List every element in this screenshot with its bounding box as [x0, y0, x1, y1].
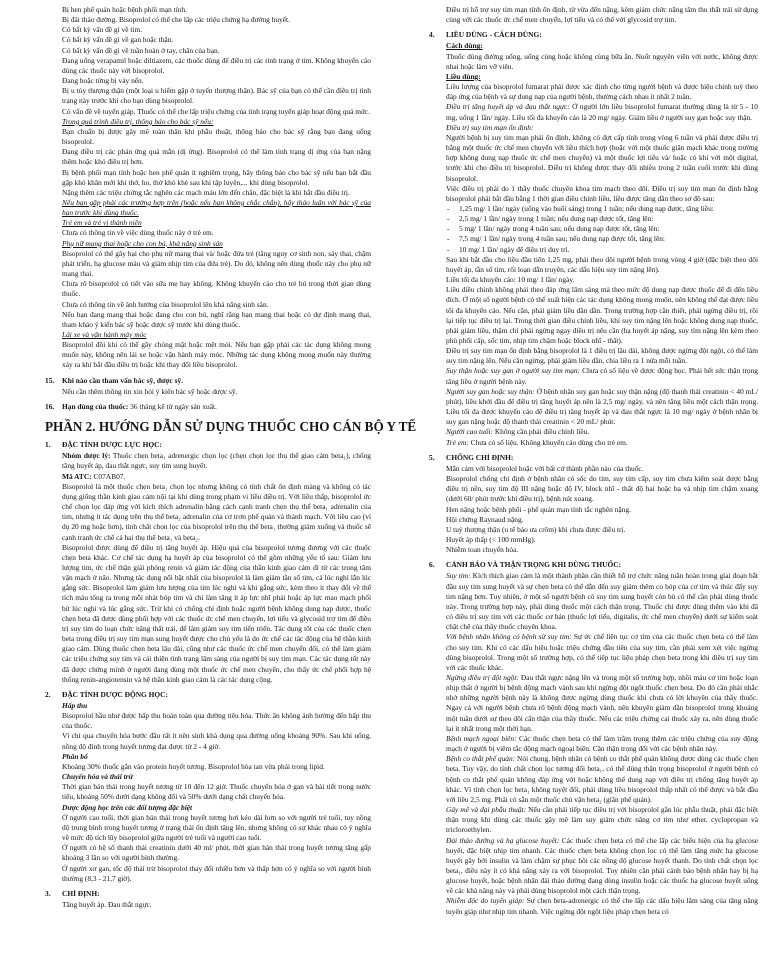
section-number: 1. [45, 440, 51, 450]
paragraph: Chưa có thông tin về việc dùng thuốc này ở trẻ em. [62, 228, 214, 238]
section-title: Khi nào cần tham vấn bác sỹ, dược sỹ. [62, 375, 184, 385]
section-number: 5. [429, 452, 435, 462]
paragraph: Bệnh co thắt phế quản: Nói chung, bệnh nhân có bệnh co thắt phế quản không được dùng các thuốc chẹn beta. Tuy vậy, do tính chất chọn lọc tương đối beta₁, có thể dùng thận trọng bisoprolol ở người bệnh có bệnh co thắt phế quản không đáp ứng với hoặc không thể dung nạp với điều trị chống tăng huyết áp khác. Vì tính chọn lọc beta₁ không tuyệt đối, phải dùng liều bisoprolol thấp nhất có thể được và bắt đầu với liều 2,5 mg. Phải có sẵn một thuốc chủ vận beta₂ (giãn phế quản). [446, 754, 758, 804]
list-text: 5 mg/ 1 lần/ ngày trong 4 tuần sau; nếu dung nạp được tốt, tăng lên: [459, 224, 660, 234]
paragraph: Bisoprolol có thể gây hại cho phụ nữ mang thai và/ hoặc đứa trẻ (tăng nguy cơ sinh non, sảy thai, chậm phát triển, hạ glucose máu và giảm nhịp tim của đứa trẻ). Do đó, không nên dùng thuốc này cho phụ nữ mang thai. [62, 248, 371, 279]
paragraph: Người bệnh bị suy tim mạn phải ổn định, không có đợt cấp tính trong vòng 6 tuần và phải được điều trị bằng một thuốc ức chế men chuyển với liều thích hợp (hoặc với một thuốc giãn mạch khác trong trường hợp không dung nạp thuốc ức chế men chuyển) và một thuốc lợi tiểu và/ hoặc có khi với một digital, trước khi cho điều trị bisoprolol. Điều trị không được thay đổi nhiều trong 2 tuần cuối trước khi dùng bisoprolol. [446, 132, 758, 183]
section-heading [429, 560, 758, 570]
paragraph: Ngừng điều trị đột ngột: Đau thắt ngực nặng lên và trong một số trường hợp, nhồi máu cơ tim hoặc loạn nhịp thất ở người bị bệnh động mạch vành sau khi ngừng đột ngột thuốc chẹn beta. Do đó cần phải nhắc nhở những người bệnh này là không được ngừng dùng thuốc khi chưa có lời khuyên của thầy thuốc. Ngay cả với người bệnh chưa rõ bệnh động mạch vành, nên khuyên giảm dần bisoprolol trong khoảng một tuần dưới sự theo dõi cẩn thận của thầy thuốc. Nếu các triệu chứng cai thuốc xảy ra, nên dùng thuốc lại ít nhất trong một thời hạn. [446, 673, 758, 733]
list-text: 1,25 mg/ 1 lần/ ngày (uống vào buổi sáng) trong 1 tuần; nếu dung nạp được, tăng liều: [459, 203, 714, 213]
section-heading [45, 401, 371, 412]
dose-list-item [446, 204, 758, 214]
paragraph: Hội chứng Raynaud nặng. [446, 514, 524, 524]
list-marker: - [447, 244, 450, 254]
bold-underline-subheading: Liều dùng: [446, 71, 481, 81]
italic-underline-heading: Trong quá trình điều trị, thông báo cho bác sỹ nếu: [62, 116, 214, 126]
section-heading [45, 375, 371, 386]
italic-underline-heading: Phụ nữ mang thai hoặc cho con bú, khả năng sinh sản [62, 238, 223, 248]
dose-list-item [446, 234, 758, 244]
bold-italic-subheading: Hấp thu [62, 701, 88, 710]
paragraph-lead: Ngừng điều trị đột ngột: [446, 673, 519, 682]
paragraph: Chưa rõ bisoprolol có tiết vào sữa mẹ hay không. Không khuyến cáo cho trẻ bú trong thời gian dùng thuốc. [62, 279, 371, 299]
paragraph: Bị hen phế quản hoặc bệnh phổi mạn tính. [62, 5, 187, 14]
dose-list-item [446, 224, 758, 234]
paragraph-lead: Người cao tuổi: [446, 427, 493, 437]
paragraph: Ở người xơ gan, tốc độ thải trừ bisoprolol thay đổi nhiều hơn và thấp hơn có ý nghĩa so với người bình thường (8,3 - 21,7 giờ). [62, 863, 371, 883]
italic-underline-heading: Lái xe và vận hành máy móc [62, 330, 147, 339]
paragraph: Có bất kỳ vấn đề gì về tuần hoàn ở tay, chân của bạn. [62, 45, 220, 55]
list-text: 2,5 mg/ 1 lần/ ngày trong 1 tuần; nếu dung nạp được tốt, tăng lên: [459, 214, 654, 224]
paragraph-lead: Gây mê và đại phẫu thuật: [446, 805, 527, 815]
paragraph: Liều điều chỉnh không phải theo đáp ứng lâm sàng mà theo mức độ dung nạp được thuốc để đi đến liều đích. Ở một số người bệnh có thể xuất hiện các tác dụng không mong muốn, nên không thể đạt được liều tối đa khuyến cáo. Nếu cần, phải giảm liều dần dần. Trong trường hợp cần thiết, phải ngừng điều trị, rồi lại tiếp tục điều trị lại. Trong thời gian điều chỉnh liều, khi suy tim nặng lên hoặc không dung nạp thuốc, phải giảm liều, thậm chí phải ngừng ngay điều trị nếu cần (hạ huyết áp nặng, suy tim nặng lên kèm theo phù phổi cấp, sốc tim, nhịp tim chậm hoặc block nhĩ - thất). [446, 285, 758, 345]
paragraph: Hen nặng hoặc bệnh phổi - phế quản mạn tính tắc nghẽn nặng. [446, 504, 631, 514]
section-heading [45, 888, 371, 899]
paragraph: Đái tháo đường và hạ glucose huyết: Các thuốc chẹn beta có thể che lấp các biểu hiện của hạ glucose huyết, đặc biệt nhịp tim nhanh. Các thuốc chẹn beta không chọn lọc có thể làm tăng mức hạ glucose huyết gây bởi insulin và làm chậm sự phục hồi các nồng độ glucose huyết thanh. Do tính chất chọn lọc beta₁, điều này ít có khả năng xảy ra với bisoprolol. Tuy nhiên cần phải cảnh báo bệnh nhân hay bị hạ glucose huyết, hoặc bệnh nhân đái tháo đường đang dùng insulin hoặc các thuốc hạ glucose huyết uống về các khả năng này và phải dùng bisoprolol một cách thận trọng. [446, 835, 758, 896]
paragraph: Thời gian bán thải trong huyết tương từ 10 đến 12 giờ. Thuốc chuyển hóa ở gan và bài tiết trong nước tiểu, khoảng 50% dưới dạng không đổi và 50% dưới dạng chất chuyển hóa. [62, 782, 371, 802]
paragraph: Vì chỉ qua chuyển hóa bước đầu rất ít nên sinh khả dụng qua đường uống khoảng 90%. Sau khi uống, nồng độ đỉnh trong huyết tương đạt được từ 2 - 4 giờ. [62, 731, 371, 751]
paragraph: Bị bệnh phổi mạn tính hoặc hen phế quản ít nghiêm trọng, hãy thông báo cho bác sỹ nếu bạn bắt đầu gặp khó khăn mới khi thở, ho, thở khò khè sau khi tập luyện,... khi dùng bisoprolol. [62, 167, 371, 187]
paragraph: Bạn chuẩn bị được gây mê toàn thân khi phẫu thuật, thông báo cho bác sỹ rằng bạn đang uống bisoprolol. [62, 126, 371, 147]
paragraph-lead: Người suy gan hoặc suy thận: [446, 386, 535, 396]
paragraph: Điều trị hỗ trợ suy tim mạn tính ổn định, từ vừa đến nặng, kèm giảm chức năng tâm thu thất trái sử dụng cùng với các thuốc ức chế men chuyển, lợi tiểu và có thể với glycosid trợ tim. [446, 5, 758, 25]
paragraph: Trẻ em: Chưa có số liệu. Không khuyến cáo dùng cho trẻ em. [446, 437, 628, 447]
list-marker: - [447, 234, 450, 244]
paragraph: Điều trị suy tim mạn ổn định bằng bisoprolol là 1 điều trị lâu dài, không được ngừng đột ngột, có thể làm suy tim nặng lên. Nếu cần ngừng, phải giảm liều dần, chia liều ra 1 nửa mỗi tuần. [446, 346, 758, 366]
dose-list-item [446, 245, 758, 255]
bold-underline-subheading: Cách dùng: [446, 41, 483, 51]
paragraph-lead: Nhóm dược lý: [62, 451, 111, 461]
paragraph: Bisoprolol đôi khi có thể gây chóng mặt hoặc mệt mỏi. Nếu bạn gặp phải các tác dụng không mong muốn này, không nên lái xe hoặc vận hành máy móc. Những tác dụng không mong muốn này thường xảy ra khi bắt đầu điều trị hoặc khi thay đổi liều bisoprolol. [62, 340, 371, 370]
paragraph: U tuỷ thượng thận (u tế bào ưa crôm) khi chưa được điều trị. [446, 524, 626, 534]
list-marker: - [447, 214, 450, 224]
paragraph: Người cao tuổi: Không cần phải điều chỉnh liều. [446, 427, 590, 437]
paragraph-lead: Suy thận hoặc suy gan ở người suy tim mạn: [446, 366, 581, 376]
paragraph: Bị đái tháo đường. Bisoprolol có thể che lấp các triệu chứng hạ đường huyết. [62, 15, 290, 25]
section-number: 4. [429, 30, 435, 40]
section-number: 2. [45, 689, 51, 699]
paragraph-lead: Mã ATC: [62, 471, 92, 481]
paragraph-lead: Với bệnh nhân không có bệnh sử suy tim: [446, 632, 572, 642]
paragraph: Bisoprolol chống chỉ định ở bệnh nhân có sốc do tim, suy tim cấp, suy tim chưa kiểm soát được bằng điều trị nền, suy tim độ III nặng hoặc độ IV, block nhĩ - thất độ hai hoặc ba và nhịp tim chậm xoang (dưới 60/ phút trước khi điều trị), bệnh nút xoang. [446, 474, 758, 504]
paragraph: Thuốc dùng đường uống, uống cùng hoặc không cùng bữa ăn. Nuốt nguyên viên với nước, không được nhai hoặc làm vỡ viên. [446, 51, 758, 71]
paragraph: Liều tối đa khuyến cáo: 10 mg/ 1 lần/ ngày. [446, 275, 575, 285]
paragraph: Đang uống verapamil hoặc diltiazem, các thuốc dùng để điều trị các tình trạng ở tim. Không khuyến cáo dùng các thuốc này với bisoprolol. [62, 55, 371, 75]
list-text: 10 mg/ 1 lần/ ngày để điều trị duy trì. [459, 244, 570, 254]
section-title: CẢNH BÁO VÀ THẬN TRỌNG KHI DÙNG THUỐC: [446, 560, 621, 570]
paragraph: Nặng thêm các triệu chứng tắc nghẽn các mạch máu lớn đến chân, đặc biệt là khi bắt đầu điều trị. [62, 187, 350, 197]
bold-italic-subheading: Chuyển hóa và thải trừ [62, 772, 133, 782]
paragraph-lead: Bệnh mạch ngoại biên: [446, 733, 517, 743]
paragraph: Với bệnh nhân không có bệnh sử suy tim: Sự ức chế liên tục cơ tim của các thuốc chẹn beta có thể làm cho suy tim. Khi có các dấu hiệu hoặc triệu chứng đầu tiên của suy tim, cần phải xem xét việc ngừng dùng bisoprolol. Trong một số trường hợp, có thể tiếp tục liệu pháp chẹn beta trong khi điều trị suy tim với các thuốc khác. [446, 632, 758, 672]
section-heading [429, 452, 758, 463]
section-heading [45, 689, 371, 700]
section-text: 36 tháng kể từ ngày sản xuất. [128, 401, 217, 411]
list-marker: - [447, 203, 450, 213]
list-text: 7,5 mg/ 1 lần/ ngày trong 4 tuần sau; nếu dung nạp được tốt, tăng lên: [459, 234, 665, 244]
paragraph: Gây mê và đại phẫu thuật: Nếu cần phải tiếp tục điều trị với bisoprolol gần lúc phẫu thuật, phải đặc biệt thận trọng khi dùng các thuốc gây mê làm suy giảm chức năng cơ tim như ether, cyclopropan và tricloroethylen. [446, 805, 758, 835]
paragraph: Việc điều trị phải do 1 thầy thuốc chuyên khoa tim mạch theo dõi. Điều trị suy tim mạn ổn định bằng bisoprolol phải bắt đầu bằng 1 thời gian điều chỉnh liều, liều được tăng dần theo sơ đồ sau: [446, 183, 758, 203]
paragraph-lead: Điều trị tăng huyết áp và đau thắt ngực: [446, 102, 570, 112]
paragraph: Bị u tủy thượng thận (một loại u hiếm gặp ở tuyến thượng thận). Bác sỹ của bạn có thể cần điều trị tình trạng này trước khi cho bạn dùng bisoprolol. [62, 86, 371, 106]
paragraph: Nhiễm toan chuyển hóa. [446, 545, 519, 555]
paragraph-lead: Nhiễm độc do tuyến giáp: [446, 896, 525, 906]
section-title: ĐẶC TÍNH DƯỢC ĐỘNG HỌC: [62, 689, 168, 699]
section-title: Hạn dùng của thuốc: [62, 401, 129, 411]
paragraph: Suy tim: Kích thích giao cảm là một thành phần cần thiết hỗ trợ chức năng tuần hoàn trong giai đoạn bắt đầu suy tim sung huyết và sự chẹn beta có thể dẫn đến suy giảm thêm co bóp của cơ tim và thúc đẩy suy tim nặng hơn. Tuy nhiên, ở một số người bệnh có suy tim sung huyết còn bù có thể cần phải dùng thuốc này. Trong trường hợp này, phải dùng thuốc một cách thận trọng. Thuốc chỉ được dùng thêm vào khi đã có điều trị suy tim với các thuốc cơ bản (thuốc lợi tiểu, digitalis, ức chế men chuyển) dưới sự kiểm soát chặt chẽ của thầy thuốc chuyên khoa. [446, 571, 758, 632]
paragraph: Khoảng 30% thuốc gắn vào protein huyết tương. Bisoprolol hòa tan vừa phải trong lipid. [62, 761, 325, 771]
paragraph: Có bất kỳ vấn đề gì về tim. [62, 25, 143, 35]
paragraph: Chưa có thông tin về ảnh hưởng của bisoprolol lên khả năng sinh sản. [62, 299, 269, 309]
paragraph: Mã ATC: C07AB07. [62, 471, 126, 481]
part-heading: PHẦN 2. HƯỚNG DẪN SỬ DỤNG THUỐC CHO CÁN BỘ Y TẾ [45, 419, 417, 435]
paragraph: Người suy gan hoặc suy thận: Ở bệnh nhân suy gan hoặc suy thận nặng (độ thanh thải creatinin < 40 mL/ phút), liều khởi đầu để điều trị tăng huyết áp nên là 2,5 mg/ ngày, và nên tăng liều một cách thận trọng. Liều tối đa được khuyến cáo để điều trị tăng huyết áp và đau thắt ngực là 10 mg/ ngày ở bệnh nhân bị suy gan nặng hoặc độ thanh thải creatinin < 20 mL/ phút. [446, 386, 758, 427]
paragraph: Bisoprolol hầu như được hấp thu hoàn toàn qua đường tiêu hóa. Thức ăn không ảnh hưởng đến hấp thu của thuốc. [62, 711, 371, 731]
paragraph: Đang điều trị các phản ứng quá mẫn (dị ứng). Bisoprolol có thể làm tình trạng dị ứng của bạn nặng thêm hoặc khó điều trị hơn. [62, 147, 371, 167]
section-number: 6. [429, 560, 435, 570]
paragraph: Huyết áp thấp (< 100 mmHg). [446, 534, 536, 544]
paragraph: Suy thận hoặc suy gan ở người suy tim mạn: Chưa có số liệu về dược động học. Phải hết sức thận trọng tăng liều ở người bệnh này. [446, 366, 758, 386]
section-number: 15. [45, 375, 55, 385]
paragraph-lead: Suy tim: [446, 571, 471, 581]
section-title: CHỐNG CHỈ ĐỊNH: [446, 452, 514, 462]
section-heading [429, 30, 758, 40]
paragraph: Bisoprolol được dùng để điều trị tăng huyết áp. Hiệu quả của bisoprolol tương đương với các thuốc chẹn beta khác. Cơ chế tác dụng hạ huyết áp của bisoprolol có thể gồm những yếu tố sau: Giảm lưu lượng tim, ức chế thận giải phóng renin và giảm tác động của thần kinh giao cảm đi từ các trung tâm vận mạch ở não. Nhưng tác dụng nổi bật nhất của bisoprolol là làm giảm tần số tim, cả lúc nghỉ lẫn lúc gắng sức. Bisoprolol làm giảm lưu lượng của tim lúc nghỉ và khi gắng sức, kèm theo ít thay đổi về thể tích máu tống ra trong mỗi nhát bóp tim và chỉ làm tăng ít áp lực nhĩ phải hoặc áp lực mao mạch phổi bít lúc nghỉ và lúc gắng sức. Trừ khi có chống chỉ định hoặc người bệnh không dung nạp được, thuốc chẹn beta đã được dùng phối hợp với các thuốc ức chế men chuyển, lợi tiểu và glycosid trợ tim để điều trị suy tim do loạn chức năng thất trái, để làm giảm suy tim tiến triển. Tác dụng tốt của các thuốc chẹn beta trong điều trị suy tim mạn sung huyết được cho chủ yếu là do ức chế các tác động của hệ thần kinh giao cảm. Dùng thuốc chẹn beta lâu dài, cũng như các thuốc ức chế men chuyển đổi, có thể làm giảm các triệu chứng suy tim và cải thiện tình trạng lâm sàng của người bị suy tim mạn. Các tác dụng tốt này đã được chứng minh ở người đang dùng một thuốc ức chế men chuyển, cho thấy ức chế phối hợp hệ thống renin-angiotensin và hệ thần kinh giao cảm là các tác dụng cộng. [62, 542, 371, 684]
paragraph: Điều trị tăng huyết áp và đau thắt ngực: Ở người lớn liều bisoprolol fumarat thường dùng là từ 5 - 10 mg, uống 1 lần/ ngày. Liều tối đa khuyến cáo là 20 mg/ ngày. Giảm liều ở người suy gan hoặc suy thận. [446, 102, 759, 122]
paragraph: Nếu cần thêm thông tin xin hỏi ý kiến bác sỹ hoặc dược sỹ. [62, 386, 238, 396]
paragraph: Tăng huyết áp. Đau thắt ngực. [62, 899, 152, 909]
paragraph-lead: Đái tháo đường và hạ glucose huyết: [446, 835, 560, 845]
section-heading [45, 440, 371, 450]
paragraph-lead: Trẻ em: [446, 437, 469, 447]
dose-list-item [446, 214, 758, 224]
italic-underline-heading: Nếu bạn gặp phải các trường hợp trên (hoặc nếu bạn không chắc chắn), hãy thảo luận với bác sỹ của bạn trước khi dùng thuốc. [62, 197, 371, 218]
paragraph: Bệnh mạch ngoại biên: Các thuốc chẹn beta có thể làm trầm trọng thêm các triệu chứng của suy động mạch ở người bị viêm tắc động mạch ngoại biên. Cần thận trọng đối với các bệnh nhân này. [446, 733, 758, 754]
section-title: CHỈ ĐỊNH: [62, 888, 100, 898]
paragraph: Đang hoặc từng bị vảy nến. [62, 76, 144, 86]
paragraph: Sau khi bắt đầu cho liều đầu tiên 1,25 mg, phải theo dõi người bệnh trong vòng 4 giờ (đặc biệt theo dõi huyết áp, tần số tim, rối loạn dẫn truyền, các dấu hiệu suy tim nặng lên). [446, 254, 758, 274]
italic-underline-heading: Trẻ em và trẻ vị thành niên [62, 218, 142, 228]
paragraph: Nhiễm độc do tuyến giáp: Sự chẹn beta-adrenergic có thể che lấp các dấu hiệu lâm sàng của tăng năng tuyến giáp như nhịp tim nhanh. Việc ngừng đột ngột liệu pháp chẹn beta có [446, 896, 759, 916]
paragraph: Ở người cao tuổi, thời gian bán thải trong huyết tương hơi kéo dài hơn so với người trẻ tuổi, tuy nồng độ trung bình trong huyết tương ở trạng thái ổn định tăng lên, nhưng không có sự khác nhau có ý nghĩa về mức độ tích lũy bisoprolol giữa người trẻ tuổi và người cao tuổi. [62, 812, 371, 843]
section-number: 3. [45, 888, 51, 898]
paragraph: Có vấn đề về tuyến giáp. Thuốc có thể che lấp triệu chứng của tình trạng tuyến giáp hoạt động quá mức. [62, 106, 371, 116]
paragraph: Nhóm dược lý: Thuốc chẹn beta₁ adrenergic chọn lọc (chẹn chọn lọc thụ thể giao cảm beta₁), chống tăng huyết áp, đau thắt ngực, suy tim sung huyết. [62, 451, 371, 471]
section-title: ĐẶC TÍNH DƯỢC LỰC HỌC: [62, 440, 162, 450]
paragraph: Có bất kỳ vấn đề gì về gan hoặc thận. [62, 35, 174, 45]
paragraph: Bisoprolol là một thuốc chẹn beta₁ chọn lọc nhưng không có tính chất ổn định màng và không có tác dụng giống thần kinh giao cảm nội tại khi dùng trong phạm vi liều điều trị. Với liều thấp, bisoprolol ức chế chọn lọc đáp ứng với kích thích adrenalin bằng cách cạnh tranh chẹn thụ thể beta₁ adrenalin của tim, nhưng ít tác dụng trên thụ thể beta₂ adrenalin của cơ trơn phế quản và thành mạch. Với liều cao (ví dụ 20 mg hoặc hơn), tính chất chọn lọc của bisoprolol trên thụ thể beta₁ thường giảm xuống và thuốc sẽ cạnh tranh ức chế cả hai thụ thể beta₁ và beta₂. [62, 481, 371, 542]
paragraph: Ở người có hệ số thanh thải creatinin dưới 40 ml/ phút, thời gian bán thải trong huyết tương tăng gấp khoảng 3 lần so với người bình thường. [62, 843, 371, 863]
paragraph: Mẫn cảm với bisoprolol hoặc với bất cứ thành phần nào của thuốc. [446, 463, 644, 473]
list-marker: - [447, 224, 450, 234]
bold-italic-subheading: Phân bố [62, 751, 88, 761]
paragraph: Nếu bạn đang mang thai hoặc đang cho con bú, nghĩ rằng bạn mang thai hoặc có dự định mang thai, tham khảo ý kiến bác sỹ hoặc dược sỹ trước khi dùng thuốc. [62, 309, 371, 329]
section-number: 16. [45, 401, 55, 411]
bold-italic-subheading: Dược động học trên các đối tượng đặc biệt [62, 802, 193, 812]
paragraph: Liều lượng của bisoprolol fumarat phải được xác định cho từng người bệnh và được hiệu chỉnh tuỳ theo đáp ứng của bệnh và sự dung nạp của người bệnh, thường cách nhau ít nhất 2 tuần. [446, 82, 758, 102]
right-column [384, 0, 768, 960]
section-title: LIỀU DÙNG - CÁCH DÙNG: [446, 30, 542, 40]
italic-subheading: Điều trị suy tim mạn ổn định: [446, 122, 534, 132]
paragraph-lead: Bệnh co thắt phế quản: [446, 754, 516, 764]
